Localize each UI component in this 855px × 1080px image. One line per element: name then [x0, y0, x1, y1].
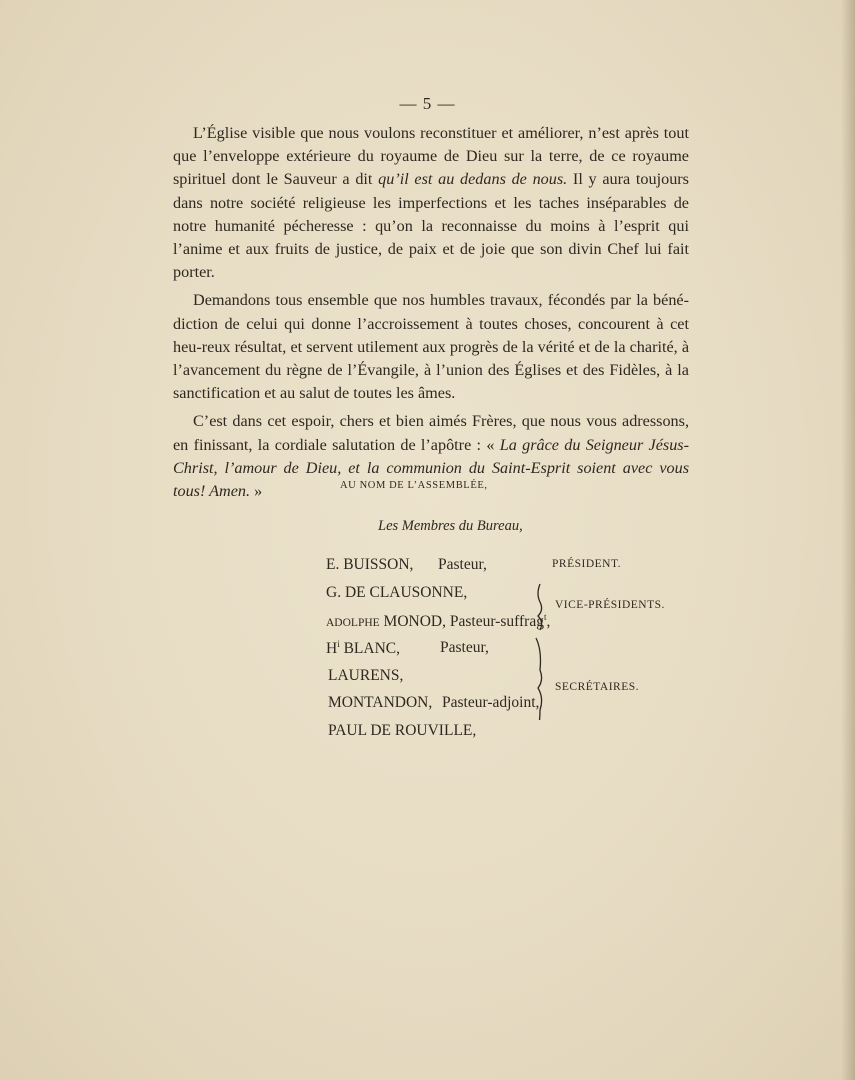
member-row-montandon: [328, 694, 540, 712]
vice-president-brace-icon: [538, 584, 542, 630]
role-president: [552, 555, 621, 571]
member-row-buisson: [326, 556, 487, 574]
member-title: Pasteur-adjoint,: [442, 694, 540, 711]
bureau-heading: Les Membres du Bureau,: [378, 518, 523, 534]
role-vice-presidents-text: VICE-PRÉSIDENTS.: [555, 599, 665, 611]
role-vice-presidents: [555, 596, 665, 612]
member-title: Pasteur,: [440, 639, 489, 656]
paragraph-3-italic: La grâce du Seigneur Jésus-Christ, l’amour de Dieu, et la communion du Saint-Esprit soient avec vous tous! Amen.: [173, 435, 689, 501]
role-president-text: PRÉSIDENT.: [552, 558, 621, 570]
member-row-monod: [326, 612, 550, 631]
member-name: H: [326, 640, 338, 658]
member-row-clausonne: [326, 584, 467, 602]
bracket-icons: [530, 580, 550, 720]
paragraph-2-text: Demandons tous ensemble que nos humbles travaux, fécondés par la béné-diction de celui qui donne l’accroissement à toutes choses, concourent à cet heu-reux résultat, et servent utilement aux progrès de la vérité et de la charité, à l’avancement du règne de l’Évangile, à l’union des Églises et des Fidèles, à la sanctification et au salut de toutes les âmes.: [173, 291, 689, 403]
role-secretaries: [555, 678, 639, 694]
assembly-line: AU NOM DE L’ASSEMBLÉE,: [340, 480, 488, 491]
member-title: Pasteur-suffrag$^t$,: [449, 612, 551, 631]
member-title-text: Pasteur-suffrag: [449, 613, 544, 631]
member-title-sup: t: [543, 612, 547, 622]
page-edge-shadow: [841, 0, 855, 1080]
member-name: MONTANDON,: [328, 694, 433, 711]
paragraph-2: [173, 289, 689, 405]
secretary-brace-icon: [534, 638, 542, 720]
paragraph-1-italic: qu’il est au dedans de nous.: [378, 170, 568, 189]
role-secretaries-text: SECRÉTAIRES.: [555, 681, 639, 693]
member-name-sup: i: [337, 639, 340, 649]
paragraph-1: [173, 122, 689, 284]
member-name-rest: BLANC,: [343, 640, 401, 658]
page-number: — 5 —: [399, 94, 456, 113]
member-title: Pasteur,: [438, 556, 487, 573]
member-row-rouville: [328, 722, 476, 740]
paragraph-3-text-a: C’est dans cet espoir, chers et bien aimés Frères, que nous vous adressons, en finissant, la cordiale salutation de l’apôtre : «: [173, 412, 689, 454]
body-text: [173, 122, 689, 508]
member-name: LAURENS,: [328, 667, 404, 684]
member-row-laurens: [328, 667, 403, 685]
member-name: G. DE CLAUSONNE,: [326, 584, 468, 601]
member-name: PAUL DE ROUVILLE,: [328, 722, 477, 739]
member-name: MONOD,: [383, 613, 446, 631]
paragraph-1-text-a: L’Église visible que nous voulons reconstituer et améliorer, n’est après tout que l’enveloppe extérieure du royaume de Dieu sur la terre, de ce royaume spirituel dont le Sauveur a dit: [173, 124, 689, 189]
member-name-prefix: ADOLPHE: [326, 617, 380, 630]
member-name: E. BUISSON,: [326, 556, 414, 573]
member-row-blanc: [326, 639, 489, 658]
paragraph-3-text-b: »: [250, 482, 263, 501]
paragraph-1-text-b: Il y aura toujours dans notre société religieuse les imperfections et les taches inséparables de notre humanité pécheresse : qu’on la reconnaisse du moins à l’esprit qui l’anime et aux fruits de justice, de paix et de joie que son divin Chef lui fait porter.: [173, 170, 689, 282]
